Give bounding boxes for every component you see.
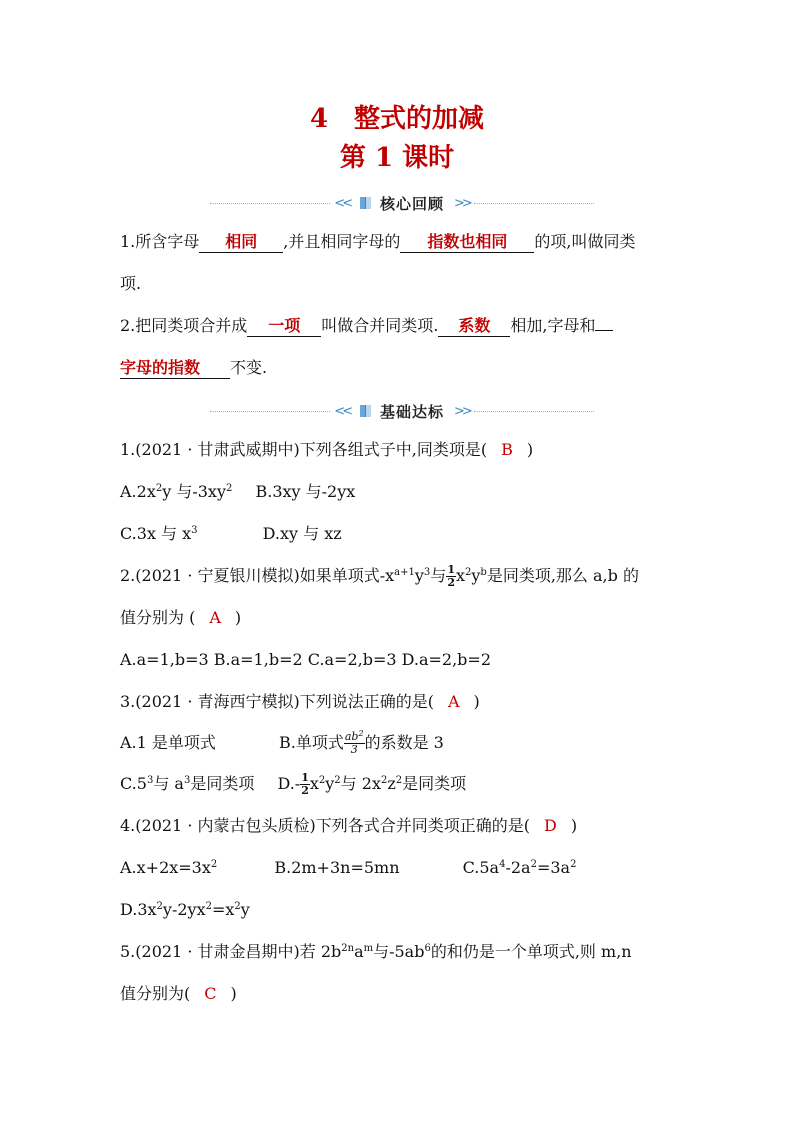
text: D.3x: [120, 900, 157, 919]
text: 与 2x: [340, 774, 381, 793]
text: 值分别为 (: [120, 608, 196, 627]
answer-blank: [400, 232, 534, 253]
dotted-rule: [474, 203, 594, 204]
text: 值分别为(: [120, 984, 191, 1003]
text: 3.(2021 · 青海西宁模拟)下列说法正确的是(: [120, 692, 434, 711]
chapter-number: 4: [309, 104, 329, 134]
exponent: 2n: [341, 943, 355, 954]
exponent: m: [363, 943, 374, 954]
text: C.5a: [462, 858, 500, 877]
text: ): [526, 440, 534, 459]
exponent: 2: [234, 901, 241, 912]
text: =x: [211, 900, 235, 919]
text: D.-: [277, 774, 301, 793]
exponent: 2: [465, 567, 472, 578]
text: 与: [430, 566, 447, 585]
exponent: 2: [226, 483, 233, 494]
text: x: [309, 774, 319, 793]
text: y: [240, 900, 250, 919]
text: y: [471, 566, 481, 585]
denominator: 2: [301, 784, 309, 797]
text: y: [414, 566, 424, 585]
text: 2.把同类项合并成: [120, 316, 248, 335]
exponent: 2: [156, 901, 163, 912]
numerator-text: ab: [344, 730, 359, 743]
double-chevron-right-icon: >>: [454, 403, 470, 419]
question-4-stem: [120, 814, 577, 838]
lesson-title: 第 1 课时: [339, 143, 455, 173]
exponent: 3: [183, 775, 191, 786]
text: C.5: [120, 774, 147, 793]
numerator: 1: [447, 563, 455, 576]
question-4-options-row1: [120, 856, 576, 880]
text: 1.(2021 · 甘肃武威期中)下列各组式子中,同类项是(: [120, 440, 488, 459]
question-3-stem: [120, 690, 480, 714]
denominator: 2: [447, 576, 455, 589]
answer-blank: [199, 232, 283, 253]
question-3-options-row2: [120, 772, 466, 797]
text: B.3xy 与-2yx: [255, 482, 356, 501]
section-title: 核心回顾: [380, 194, 445, 213]
exponent: 4: [499, 859, 506, 870]
fraction-ab2-over-3: [344, 731, 365, 756]
exponent: 3: [423, 567, 431, 578]
text: A.x+2x=3x: [120, 858, 211, 877]
question-4-options-row2: [120, 898, 250, 922]
text: y-2yx: [162, 900, 206, 919]
title-block: [0, 100, 794, 178]
double-chevron-right-icon: >>: [454, 195, 470, 211]
text: 与-5ab: [373, 942, 425, 961]
review-q2-line1: [120, 314, 613, 338]
text: 1.所含字母: [120, 232, 200, 251]
numerator: 1: [301, 771, 309, 784]
exponent: b: [480, 567, 487, 578]
exponent: 2: [318, 775, 326, 786]
denominator: 3: [350, 743, 358, 756]
text: 叫做合并同类项.: [321, 316, 439, 335]
text: y: [325, 774, 335, 793]
answer-blank: [120, 358, 230, 379]
text: ): [230, 984, 237, 1003]
text: C.3x 与 x: [120, 524, 192, 543]
section-header-review: [210, 192, 594, 214]
answer-text: 指数也相同: [427, 232, 508, 251]
text: ,并且相同字母的: [283, 232, 401, 251]
dotted-rule: [210, 203, 330, 204]
exponent: 2: [334, 775, 341, 786]
answer-blank: [247, 316, 321, 337]
fraction-one-half: [446, 564, 456, 589]
text: B.2m+3n=5mn: [274, 858, 400, 877]
text: A.2x: [120, 482, 156, 501]
text: =3a: [536, 858, 571, 877]
answer-letter: D: [543, 816, 557, 835]
question-2-stem-line2: [120, 606, 241, 630]
text: 的项,叫做同类: [534, 232, 636, 251]
section-title: 基础达标: [380, 402, 445, 421]
text: 是同类项,那么 a,b 的: [486, 566, 639, 585]
review-q1-line2: 项.: [120, 274, 142, 293]
question-2-stem-line1: [120, 564, 639, 589]
double-chevron-left-icon: <<: [334, 195, 350, 211]
text: x: [455, 566, 465, 585]
text: 相加,字母和: [510, 316, 596, 335]
exponent: 2: [380, 775, 388, 786]
answer-text: 系数: [458, 316, 491, 335]
dotted-rule: [210, 411, 330, 412]
text: z: [387, 774, 396, 793]
exponent: 2: [570, 859, 577, 870]
question-2-options: A.a=1,b=3 B.a=1,b=2 C.a=2,b=3 D.a=2,b=2: [120, 650, 491, 669]
review-q1-line1: [120, 230, 635, 254]
exponent: a+1: [394, 567, 415, 578]
question-3-options-row1: [120, 731, 444, 756]
text: B.单项式: [279, 733, 344, 752]
text: 的和仍是一个单项式,则 m,n: [430, 942, 632, 961]
question-1-stem: [120, 438, 533, 462]
dotted-rule: [474, 411, 594, 412]
double-chevron-left-icon: <<: [334, 403, 350, 419]
exponent: 2: [205, 901, 212, 912]
fraction-one-half: [300, 772, 310, 797]
question-1-options-row2: [120, 522, 342, 546]
answer-blank-start: [595, 330, 613, 331]
text: 是同类项: [190, 774, 255, 793]
answer-blank: [438, 316, 510, 337]
book-icon: [358, 195, 374, 211]
answer-text: 字母的指数: [120, 358, 201, 377]
answer-letter: B: [501, 440, 513, 459]
text: 4.(2021 · 内蒙古包头质检)下列各式合并同类项正确的是(: [120, 816, 530, 835]
text: ): [473, 692, 480, 711]
exponent: 2: [210, 859, 218, 870]
text: A.1 是单项式: [120, 733, 216, 752]
answer-text: 一项: [268, 316, 301, 335]
exponent: 2: [358, 729, 364, 738]
exponent: 2: [395, 775, 403, 786]
exponent: 3: [191, 525, 198, 536]
question-1-options-row1: [120, 480, 355, 504]
answer-letter: A: [209, 608, 221, 627]
book-icon: [358, 403, 374, 419]
text: y 与-3xy: [162, 482, 226, 501]
text: ): [570, 816, 578, 835]
text: 2.(2021 · 宁夏银川模拟)如果单项式-x: [120, 566, 395, 585]
topic-title: 整式的加减: [354, 104, 485, 134]
text: D.xy 与 xz: [262, 524, 342, 543]
text: 不变.: [230, 358, 268, 377]
exponent: 6: [424, 943, 431, 954]
review-q2-line2: [120, 356, 267, 380]
answer-letter: A: [447, 692, 460, 711]
section-header-basic: [210, 400, 594, 422]
text: 5.(2021 · 甘肃金昌期中)若 2b: [120, 942, 342, 961]
exponent: 2: [155, 483, 163, 494]
text: a: [354, 942, 364, 961]
answer-text: 相同: [225, 232, 258, 251]
text: 是同类项: [402, 774, 467, 793]
answer-letter: C: [204, 984, 217, 1003]
text: 的系数是 3: [364, 733, 444, 752]
text: -2a: [505, 858, 531, 877]
exponent: 2: [530, 859, 537, 870]
question-5-stem-line2: [120, 982, 237, 1006]
question-5-stem-line1: [120, 940, 632, 964]
page-title: [0, 100, 794, 138]
exponent: 3: [146, 775, 154, 786]
text: ): [234, 608, 242, 627]
text: 与 a: [153, 774, 184, 793]
